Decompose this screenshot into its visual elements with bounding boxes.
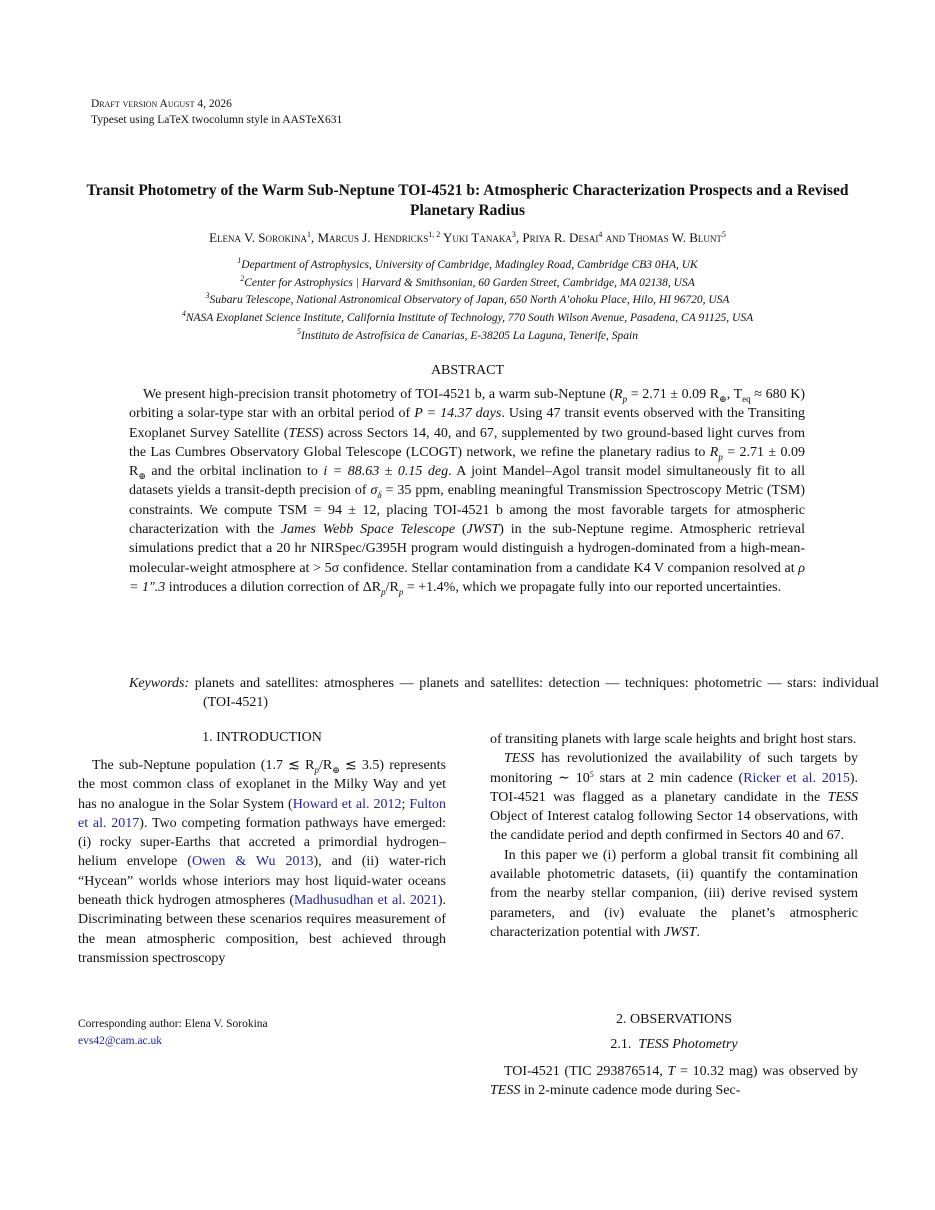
- draft-version: Draft version August 4, 2026: [91, 98, 232, 110]
- affiliation: $^1$Department of Astrophysics, University of Cambridge, Madingley Road, Cambridge CB3 0HA, UK: [237, 256, 698, 271]
- author-affil-mark: 1: [306, 230, 311, 239]
- email-link[interactable]: evs42@cam.ac.uk: [78, 1035, 163, 1047]
- typeset-line: Typeset using LaTeX twocolumn style in AASTeX631: [91, 114, 343, 126]
- author-affil-mark: 5: [721, 230, 726, 239]
- citation-link[interactable]: Fulton et al. 2017: [78, 796, 446, 831]
- author-name: Priya R. Desai: [522, 230, 599, 245]
- citation-link[interactable]: Ricker et al. 2015: [743, 770, 850, 786]
- paragraph: of transiting planets with large scale heights and bright host stars.: [490, 732, 857, 747]
- keywords-label: Keywords:: [129, 676, 190, 691]
- author-name: Yuki Tanaka: [443, 230, 512, 245]
- right-column-body: [490, 730, 858, 942]
- paragraph: TOI-4521 (TIC 293876514, T = 10.32 mag) was observed by TESS in 2-minute cadence mode during Sec-: [490, 1064, 858, 1099]
- author-conjunction: and: [605, 230, 626, 245]
- running-header: [91, 96, 342, 128]
- affiliation: $^5$Instituto de Astrofísica de Canarias, E-38205 La Laguna, Tenerife, Spain: [297, 326, 638, 342]
- author-name: Elena V. Sorokina: [209, 230, 307, 245]
- keywords-text: planets and satellites: atmospheres — planets and satellites: detection — techniques: photometric — stars: individual (TOI-4521): [194, 676, 880, 711]
- author-affil-mark: 1, 2: [428, 230, 441, 239]
- corresponding-author: Corresponding author: Elena V. Sorokina: [78, 1018, 268, 1030]
- corresponding-author-note: [78, 1016, 268, 1050]
- introduction-body: [78, 756, 446, 968]
- citation-link[interactable]: Owen & Wu 2013: [191, 854, 314, 870]
- author-affil-mark: 4: [598, 230, 603, 239]
- keywords: [129, 674, 879, 713]
- paragraph: TESS has revolutionized the availability of such targets by monitoring ∼ $10^5$ stars at 2 min cadence (Ricker et al. 2015). TOI-4521 was flagged as a planetary candidate in the TESS Object of Interest catalog following Sector 14 observations, with the candidate period and depth confirmed in Sectors 40 and 67.: [490, 751, 859, 844]
- affiliation: $^2$Center for Astrophysics | Harvard & Smithsonian, 60 Garden Street, Cambridge, MA 02138, USA: [240, 273, 695, 289]
- affiliation-list: [70, 257, 865, 346]
- affiliation: $^4$NASA Exoplanet Science Institute, California Institute of Technology, 770 South Wilson Avenue, Pasadena, CA 91125, USA: [181, 309, 754, 325]
- subsection-heading: 2.1. TESS Photometry: [610, 1037, 738, 1052]
- paragraph: The sub-Neptune population (1.7 ≲ $R_p/R_\oplus$ ≲ 3.5) represents the most common class of exoplanet in the Milky Way and yet has no analogue in the Solar System (Howard et al. 2012; Fulton et al. 2017). Two competing formation pathways have emerged: (i) rocky super-Earths that accreted a primordial hydrogen–helium envelope (Owen & Wu 2013), and (ii) water-rich “Hycean” worlds whose interiors may host liquid-water oceans beneath thick hydrogen atmospheres (Madhusudhan et al. 2021). Discriminating between these scenarios requires measurement of the mean atmospheric composition, best achieved through transmission spectroscopy: [78, 758, 447, 966]
- author-affil-mark: 3: [511, 230, 516, 239]
- author-name: Marcus J. Hendricks: [317, 230, 429, 245]
- author-name: Thomas W. Blunt: [628, 230, 722, 245]
- section-heading-introduction: 1. INTRODUCTION: [202, 730, 322, 745]
- author-list: Elena V. Sorokina$^1$, Marcus J. Hendricks$^{1, 2}$ Yuki Tanaka$^3$, Priya R. Desai$^4$ and Thomas W. Blunt$^5$: [209, 230, 726, 245]
- paper-title: Transit Photometry of the Warm Sub-Neptune TOI-4521 b: Atmospheric Characterization Prospects and a Revised Planetary Radius: [86, 182, 849, 219]
- section-heading-observations: 2. OBSERVATIONS: [615, 1012, 733, 1027]
- affiliation: $^3$Subaru Telescope, National Astronomical Observatory of Japan, 650 North A’ohoku Place, Hilo, HI 96720, USA: [205, 291, 730, 307]
- paragraph: In this paper we (i) perform a global transit fit combining all available photometric datasets, (ii) quantify the contamination from the nearby stellar companion, (iii) derive revised system parameters, and (iv) evaluate the planet’s atmospheric characterization potential with JWST.: [490, 847, 858, 940]
- citation-link[interactable]: Howard et al. 2012: [292, 796, 402, 812]
- abstract-body: We present high-precision transit photometry of TOI-4521 b, a warm sub-Neptune ($R_p = 2.71 \pm 0.09$ $R_\oplus$, $T_{eq} \approx 680$ K) orbiting a solar-type star with an orbital period of P = 14.37 days. Using 47 transit events observed with the Transiting Exoplanet Survey Satellite (TESS) across Sectors 14, 40, and 67, supplemented by two ground-based light curves from the Las Cumbres Observatory Global Telescope (LCOGT) network, we refine the planetary radius to $R_p = 2.71 \pm 0.09$ $R_\oplus$ and the orbital inclination to i = 88.63 ± 0.15 deg. A joint Mandel–Agol transit model simultaneously fit to all datasets yields a transit-depth precision of $\sigma_\delta = 35$ ppm, enabling meaningful Transmission Spectroscopy Metric (TSM) constraints. We compute TSM = 94 ± 12, placing TOI-4521 b among the most favorable targets for atmospheric characterization with the James Webb Space Telescope (JWST) in the sub-Neptune regime. Atmospheric retrieval simulations predict that a 20 hr NIRSpec/G395H program would distinguish a hydrogen-dominated from a high-mean-molecular-weight atmosphere at > 5σ confidence. Stellar contamination from a candidate K4 V companion resolved at ρ = 1″.3 introduces a dilution correction of $\Delta R_p/R_p = +1.4\%$, which we propagate fully into our reported uncertainties.: [129, 387, 805, 597]
- abstract-heading: ABSTRACT: [430, 363, 505, 378]
- tess-photometry-body: [490, 1062, 858, 1101]
- citation-link[interactable]: Madhusudhan et al. 2021: [294, 893, 438, 909]
